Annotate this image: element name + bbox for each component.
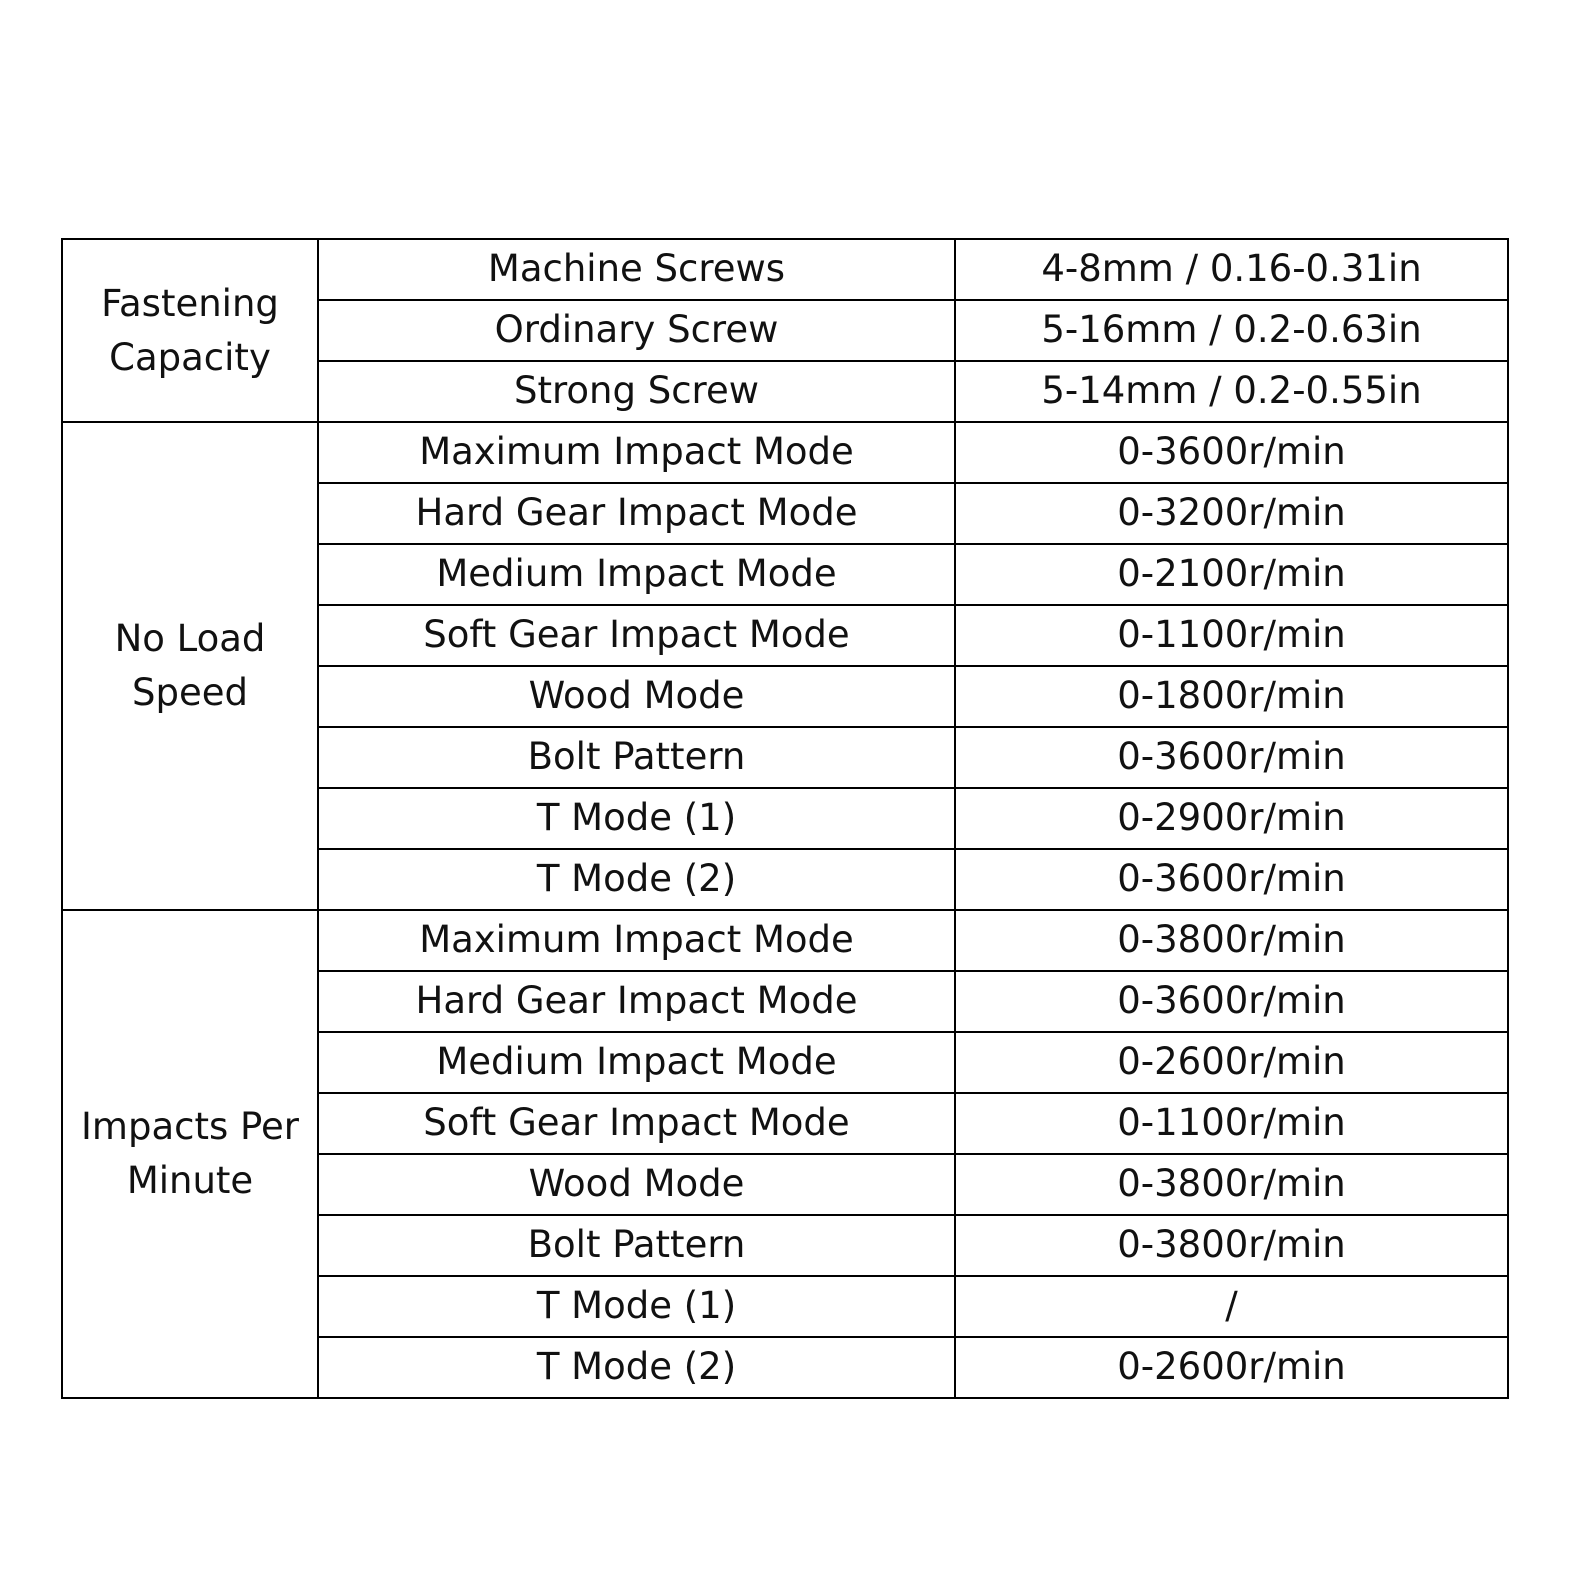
item-cell: T Mode (1): [318, 788, 955, 849]
item-cell: Ordinary Screw: [318, 300, 955, 361]
spec-table-body: [62, 239, 1508, 1398]
group-label-fastening-capacity: Fastening Capacity: [62, 239, 318, 422]
item-cell: Bolt Pattern: [318, 727, 955, 788]
item-cell: Bolt Pattern: [318, 1215, 955, 1276]
value-cell: 0-3800r/min: [955, 1215, 1508, 1276]
item-cell: Hard Gear Impact Mode: [318, 971, 955, 1032]
value-cell: 5-14mm / 0.2-0.55in: [955, 361, 1508, 422]
item-cell: Maximum Impact Mode: [318, 422, 955, 483]
group-label-no-load-speed: No Load Speed: [62, 422, 318, 910]
value-cell: 0-3600r/min: [955, 727, 1508, 788]
value-cell: 0-1100r/min: [955, 1093, 1508, 1154]
item-cell: Wood Mode: [318, 1154, 955, 1215]
value-cell: 0-2600r/min: [955, 1032, 1508, 1093]
value-cell: 0-3600r/min: [955, 849, 1508, 910]
item-cell: Hard Gear Impact Mode: [318, 483, 955, 544]
item-cell: Machine Screws: [318, 239, 955, 300]
table-row: [62, 239, 1508, 300]
value-cell: 4-8mm / 0.16-0.31in: [955, 239, 1508, 300]
value-cell: 0-3800r/min: [955, 910, 1508, 971]
item-cell: T Mode (2): [318, 1337, 955, 1398]
value-cell: 5-16mm / 0.2-0.63in: [955, 300, 1508, 361]
item-cell: Medium Impact Mode: [318, 1032, 955, 1093]
value-cell: 0-3800r/min: [955, 1154, 1508, 1215]
table-row: [62, 910, 1508, 971]
spec-table: [61, 238, 1509, 1399]
item-cell: Soft Gear Impact Mode: [318, 605, 955, 666]
value-cell: 0-3600r/min: [955, 971, 1508, 1032]
item-cell: Soft Gear Impact Mode: [318, 1093, 955, 1154]
value-cell: 0-2900r/min: [955, 788, 1508, 849]
item-cell: Strong Screw: [318, 361, 955, 422]
item-cell: T Mode (2): [318, 849, 955, 910]
value-cell: 0-3600r/min: [955, 422, 1508, 483]
value-cell: /: [955, 1276, 1508, 1337]
value-cell: 0-2100r/min: [955, 544, 1508, 605]
value-cell: 0-3200r/min: [955, 483, 1508, 544]
table-row: [62, 422, 1508, 483]
group-label-impacts-per-minute: Impacts Per Minute: [62, 910, 318, 1398]
item-cell: Wood Mode: [318, 666, 955, 727]
value-cell: 0-1800r/min: [955, 666, 1508, 727]
item-cell: T Mode (1): [318, 1276, 955, 1337]
item-cell: Maximum Impact Mode: [318, 910, 955, 971]
value-cell: 0-1100r/min: [955, 605, 1508, 666]
item-cell: Medium Impact Mode: [318, 544, 955, 605]
value-cell: 0-2600r/min: [955, 1337, 1508, 1398]
